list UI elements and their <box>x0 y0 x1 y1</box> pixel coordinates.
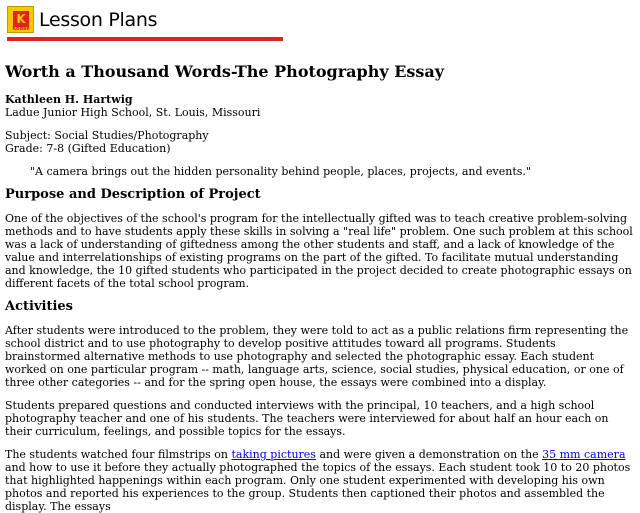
page-header <box>7 6 287 42</box>
activities-paragraph-1: After students were introduced to the problem, they were told to act as a public relations firm representing the school district and to use photography to develop positive attitudes toward all programs. Students brainstormed alternative methods to use photography and selected the photographic essay. Each student worked on one particular program -- math, language arts, science, social studies, physical education, or one of three other categories -- and for the spring open house, the essays were combined into a display. <box>5 324 629 389</box>
subject-line: Subject: Social Studies/Photography <box>5 129 209 142</box>
author-block <box>5 93 633 119</box>
purpose-paragraph: One of the objectives of the school's program for the intellectually gifted was to teach creative problem-solving methods and to have students apply these skills in solving a "real life" problem. One such problem at this school was a lack of understanding of giftedness among the other students and staff, and a lack of knowledge of the value and interrelationships of existing programs on the part of the gifted. To facilitate mutual understanding and knowledge, the 10 gifted students who participated in the project decided to create photographic essays on different facets of the total school program. <box>5 212 633 290</box>
grade-line: Grade: 7-8 (Gifted Education) <box>5 142 171 155</box>
section-title: Lesson Plans <box>39 9 158 31</box>
activities-heading: Activities <box>5 299 73 314</box>
logo-word: Kodak <box>12 26 30 32</box>
activities-p3-text-c: and how to use it before they actually photographed the topics of the essays. Each student took 10 to 20 photos that highlighted happenings within each program. Only one student experimented with developing his own photos and reported his experiences to the group. Students then captioned their photos and assembled the display. The essays <box>5 461 631 513</box>
author-school: Ladue Junior High School, St. Louis, Missouri <box>5 106 261 119</box>
kodak-logo <box>7 6 34 33</box>
article-title: Worth a Thousand Words-The Photography Essay <box>5 62 445 81</box>
taking-pictures-link[interactable]: taking pictures <box>231 448 316 461</box>
subject-block <box>5 129 633 155</box>
activities-p3-text-b: and were given a demonstration on the <box>315 448 543 461</box>
activities-p3-text-a: The students watched four filmstrips on <box>5 448 232 461</box>
activities-paragraph-3 <box>5 448 633 513</box>
35mm-camera-link[interactable]: 35 mm camera <box>542 448 626 461</box>
header-divider <box>7 37 283 41</box>
author-name: Kathleen H. Hartwig <box>5 93 133 106</box>
purpose-heading: Purpose and Description of Project <box>5 187 261 202</box>
logo-letter: K <box>13 11 29 27</box>
article-content <box>5 62 633 513</box>
activities-paragraph-2: Students prepared questions and conducted interviews with the principal, 10 teachers, and a high school photography teacher and one of his students. The teachers were interviewed for about half an hour each on their curriculum, feelings, and possible topics for the essays. <box>5 399 609 438</box>
quote: "A camera brings out the hidden personality behind people, places, projects, and events." <box>30 165 531 178</box>
